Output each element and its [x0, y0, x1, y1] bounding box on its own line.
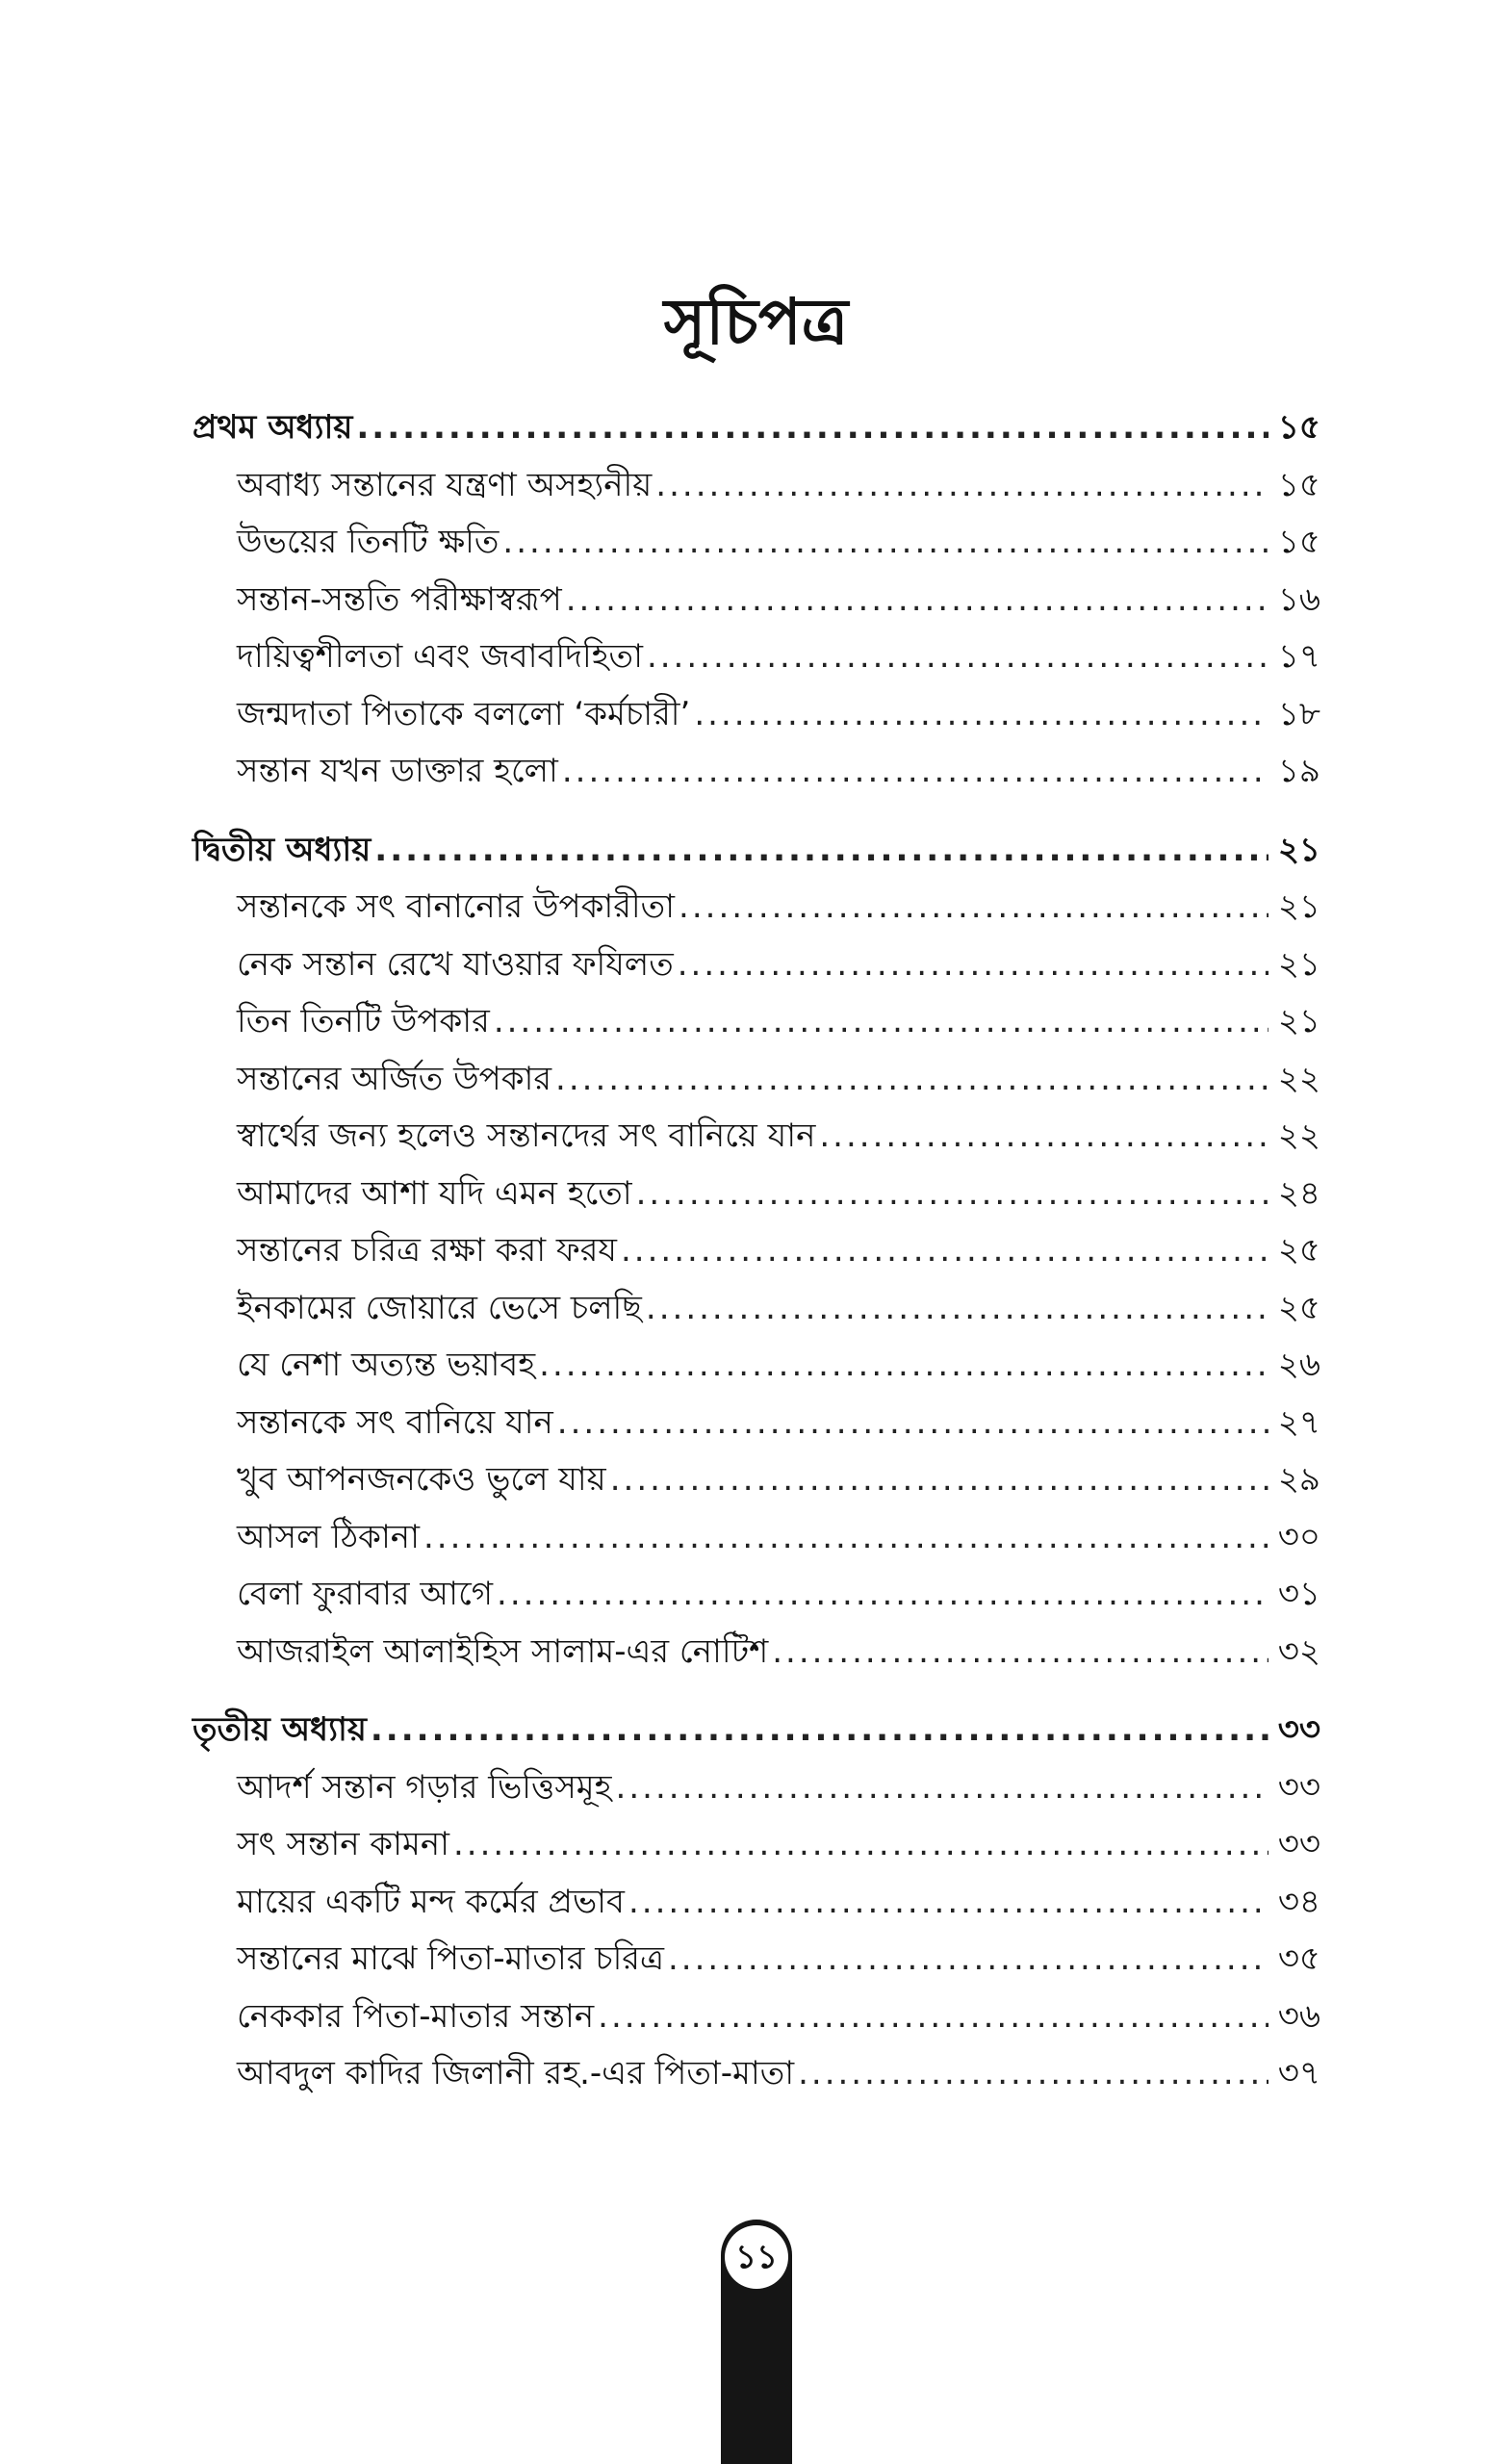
- dot-leader: [371, 1702, 1269, 1759]
- chapter-2: [192, 822, 1320, 1681]
- toc-entry[interactable]: [192, 1989, 1320, 2046]
- entry-title: সন্তানের অর্জিত উপকার: [237, 1059, 552, 1098]
- toc-entry[interactable]: [192, 1337, 1320, 1395]
- dot-leader: [655, 457, 1269, 515]
- dot-leader: [772, 1624, 1269, 1681]
- page-ref: ২৫: [1277, 1288, 1320, 1327]
- page-title: সূচিপত্র: [663, 285, 849, 359]
- entry-title: স্বার্থের জন্য হলেও সন্তানদের সৎ বানিয়ে যান: [237, 1116, 816, 1155]
- toc-entry[interactable]: [192, 937, 1320, 994]
- chapter-heading[interactable]: [192, 399, 1320, 457]
- dot-leader: [502, 514, 1269, 572]
- entry-title: সন্তানকে সৎ বানিয়ে যান: [237, 1402, 553, 1442]
- entry-title: ইনকামের জোয়ারে ভেসে চলছি: [237, 1288, 642, 1327]
- page-ref: ৩১: [1277, 1575, 1320, 1613]
- page-ref: ১৯: [1277, 752, 1320, 790]
- dot-leader: [610, 1451, 1269, 1509]
- chapter-title: দ্বিতীয় অধ্যায়: [192, 830, 372, 869]
- dot-leader: [636, 1166, 1269, 1223]
- page-ref: ৩৩: [1277, 1767, 1320, 1807]
- page-ref: ২১: [1277, 1002, 1320, 1040]
- entry-title: অবাধ্য সন্তানের যন্ত্রণা অসহ্যনীয়: [237, 465, 653, 504]
- dot-leader: [374, 822, 1269, 880]
- dot-leader: [497, 1566, 1269, 1624]
- dot-leader: [616, 1759, 1269, 1817]
- entry-title: আবদুল কাদির জিলানী রহ.-এর পিতা-মাতা: [237, 2054, 795, 2092]
- toc-entry[interactable]: [192, 572, 1320, 629]
- table-of-contents: [192, 399, 1320, 2124]
- toc-entry[interactable]: [192, 2045, 1320, 2103]
- page-ref: ২৪: [1277, 1173, 1320, 1213]
- page-ref: ২৬: [1277, 1346, 1320, 1384]
- page-ref: ৩৩: [1277, 1710, 1320, 1749]
- entry-title: সন্তানকে সৎ বানানোর উপকারীতা: [237, 887, 676, 926]
- toc-entry[interactable]: [192, 743, 1320, 801]
- chapter-title: প্রথম অধ্যায়: [192, 408, 353, 447]
- entry-title: আসল ঠিকানা: [237, 1517, 420, 1556]
- entry-title: জন্মদাতা পিতাকে বললো ‘কর্মচারী’: [237, 694, 691, 733]
- page-ref: ২২: [1277, 1116, 1320, 1155]
- toc-entry[interactable]: [192, 457, 1320, 515]
- dot-leader: [562, 743, 1269, 801]
- toc-entry[interactable]: [192, 1759, 1320, 1817]
- page-ref: ২২: [1277, 1059, 1320, 1098]
- dot-leader: [423, 1509, 1269, 1567]
- page-ref: ২৫: [1277, 1231, 1320, 1270]
- toc-entry[interactable]: [192, 514, 1320, 572]
- entry-title: আজরাইল আলাইহিস সালাম-এর নোটিশ: [237, 1631, 769, 1671]
- dot-leader: [647, 629, 1269, 686]
- dot-leader: [694, 686, 1269, 744]
- entry-title: সন্তান যখন ডাক্তার হলো: [237, 752, 558, 790]
- dot-leader: [356, 399, 1269, 457]
- page-ref: ৩০: [1277, 1517, 1320, 1556]
- toc-entry[interactable]: [192, 1624, 1320, 1681]
- entry-title: আমাদের আশা যদি এমন হতো: [237, 1173, 632, 1213]
- page-ref: ২১: [1277, 944, 1320, 984]
- toc-entry[interactable]: [192, 1395, 1320, 1452]
- page-number: ১১: [725, 2225, 788, 2289]
- toc-entry[interactable]: [192, 1931, 1320, 1989]
- page-ref: ১৭: [1277, 637, 1320, 676]
- dot-leader: [678, 937, 1269, 994]
- dot-leader: [566, 572, 1269, 629]
- toc-entry[interactable]: [192, 1509, 1320, 1567]
- dot-leader: [453, 1816, 1269, 1874]
- entry-title: মায়ের একটি মন্দ কর্মের প্রভাব: [237, 1882, 625, 1921]
- chapter-heading[interactable]: [192, 822, 1320, 880]
- dot-leader: [668, 1931, 1269, 1989]
- dot-leader: [494, 993, 1269, 1051]
- page-ref: ৩২: [1277, 1631, 1320, 1671]
- dot-leader: [539, 1337, 1269, 1395]
- dot-leader: [598, 1989, 1269, 2046]
- entry-title: নেক সন্তান রেখে যাওয়ার ফযিলত: [237, 944, 674, 984]
- chapter-1: [192, 399, 1320, 801]
- page-ref: ২১: [1277, 830, 1320, 869]
- dot-leader: [798, 2045, 1269, 2103]
- page-ref: ১৮: [1277, 694, 1320, 733]
- entry-title: যে নেশা অত্যন্ত ভয়াবহ: [237, 1346, 536, 1384]
- entry-title: সন্তানের মাঝে পিতা-মাতার চরিত্র: [237, 1939, 664, 1978]
- page-ref: ৩৪: [1277, 1882, 1320, 1921]
- dot-leader: [628, 1874, 1269, 1932]
- chapter-3: [192, 1702, 1320, 2103]
- page-ref: ২১: [1277, 887, 1320, 926]
- entry-title: উভয়ের তিনটি ক্ষতি: [237, 523, 500, 561]
- toc-entry[interactable]: [192, 629, 1320, 686]
- entry-title: খুব আপনজনকেও ভুলে যায়: [237, 1460, 606, 1499]
- toc-entry[interactable]: [192, 1222, 1320, 1280]
- entry-title: আদর্শ সন্তান গড়ার ভিত্তিসমূহ: [237, 1767, 612, 1807]
- dot-leader: [557, 1395, 1269, 1452]
- toc-entry[interactable]: [192, 1816, 1320, 1874]
- toc-entry[interactable]: [192, 686, 1320, 744]
- toc-entry[interactable]: [192, 879, 1320, 937]
- chapter-heading[interactable]: [192, 1702, 1320, 1759]
- entry-title: তিন তিনটি উপকার: [237, 1002, 490, 1040]
- entry-title: নেককার পিতা-মাতার সন্তান: [237, 1996, 595, 2036]
- page-ref: ৩৫: [1277, 1939, 1320, 1978]
- entry-title: বেলা ফুরাবার আগে: [237, 1575, 494, 1613]
- page-ref: ১৫: [1277, 408, 1320, 447]
- dot-leader: [621, 1222, 1269, 1280]
- entry-title: সন্তানের চরিত্র রক্ষা করা ফরয: [237, 1231, 617, 1270]
- page-ref: ৩৭: [1277, 2054, 1320, 2092]
- toc-entry[interactable]: [192, 1451, 1320, 1509]
- toc-entry[interactable]: [192, 1280, 1320, 1338]
- page-ref: ২৭: [1277, 1402, 1320, 1442]
- dot-leader: [646, 1280, 1269, 1338]
- entry-title: সৎ সন্তান কামনা: [237, 1825, 449, 1863]
- toc-entry[interactable]: [192, 1166, 1320, 1223]
- page-ref: ২৯: [1277, 1460, 1320, 1499]
- dot-leader: [679, 879, 1269, 937]
- toc-entry[interactable]: [192, 993, 1320, 1051]
- page-ref: ১৬: [1277, 579, 1320, 619]
- page-ref: ১৫: [1277, 523, 1320, 561]
- toc-entry[interactable]: [192, 1566, 1320, 1624]
- page-ref: ১৫: [1277, 465, 1320, 504]
- chapter-title: তৃতীয় অধ্যায়: [192, 1710, 367, 1749]
- dot-leader: [555, 1051, 1269, 1109]
- entry-title: সন্তান-সন্ততি পরীক্ষাস্বরূপ: [237, 579, 562, 619]
- page-ref: ৩৬: [1277, 1996, 1320, 2036]
- toc-entry[interactable]: [192, 1874, 1320, 1932]
- toc-entry[interactable]: [192, 1108, 1320, 1166]
- entry-title: দায়িত্বশীলতা এবং জবাবদিহিতা: [237, 637, 643, 676]
- page-ref: ৩৩: [1277, 1825, 1320, 1863]
- dot-leader: [819, 1108, 1269, 1166]
- toc-entry[interactable]: [192, 1051, 1320, 1109]
